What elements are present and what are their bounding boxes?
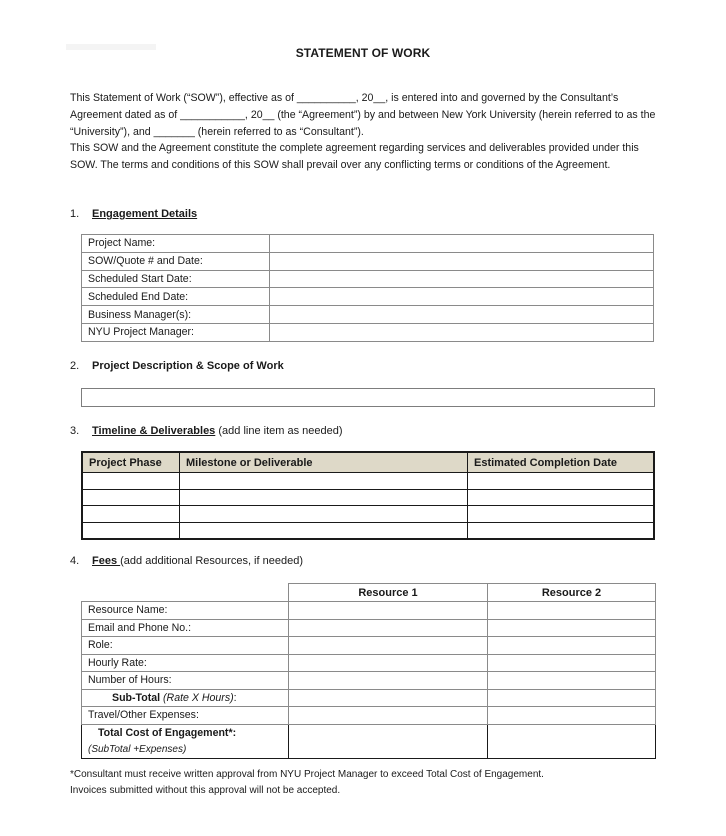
section-2-heading: [70, 360, 284, 372]
intro-paragraph-2: This SOW and the Agreement constitute the complete agreement regarding services and deliverables provided under this SOW. The terms and conditions of this SOW shall prevail over any conflicting terms or conditions of the Agreement.: [70, 142, 639, 172]
table-row: [82, 602, 656, 620]
field-value-cell[interactable]: [270, 270, 654, 288]
table-row: [82, 637, 656, 655]
table-cell[interactable]: [488, 707, 656, 725]
fee-label: Role:: [82, 637, 289, 655]
field-value-cell[interactable]: [270, 235, 654, 253]
table-row: [82, 506, 654, 523]
column-header-completion-date: Estimated Completion Date: [468, 452, 655, 473]
footnote: [70, 767, 670, 798]
table-cell[interactable]: [180, 522, 468, 539]
intro-paragraph-1: This Statement of Work (“SOW”), effective as of __________, 20__, is entered into and governed by the Consultant’s Agreement dated as of ___________, 20__ (the “Agreement”) by and between New York University (herein referred to as the “University”), and _______ (herein referred to as “Consultant”).: [70, 92, 656, 138]
table-cell[interactable]: [82, 506, 180, 523]
table-cell[interactable]: [468, 473, 655, 490]
field-label: Scheduled Start Date:: [82, 270, 270, 288]
table-cell[interactable]: [289, 602, 488, 620]
table-cell[interactable]: [289, 654, 488, 672]
table-row: [82, 473, 654, 490]
table-cell[interactable]: [82, 473, 180, 490]
section-number: 1.: [70, 208, 80, 220]
table-cell[interactable]: [289, 619, 488, 637]
column-header-project-phase: Project Phase: [82, 452, 180, 473]
fee-label: Email and Phone No.:: [82, 619, 289, 637]
section-note: (add line item as needed): [215, 425, 343, 437]
section-number: 3.: [70, 425, 80, 437]
total-label: [82, 724, 289, 758]
table-cell[interactable]: [488, 637, 656, 655]
subtotal-colon: :: [233, 691, 237, 704]
total-row: [82, 724, 656, 758]
table-cell[interactable]: [82, 522, 180, 539]
table-cell[interactable]: [488, 689, 656, 707]
table-row: [82, 619, 656, 637]
subtotal-note: (Rate X Hours): [163, 691, 234, 704]
table-cell[interactable]: [289, 672, 488, 690]
table-row: [82, 654, 656, 672]
field-value-cell[interactable]: [270, 323, 654, 341]
table-cell[interactable]: [488, 724, 656, 758]
field-label: NYU Project Manager:: [82, 323, 270, 341]
table-cell[interactable]: [289, 707, 488, 725]
travel-expenses-row: [82, 707, 656, 725]
total-title: Total Cost of Engagement*:: [98, 726, 237, 739]
field-value-cell[interactable]: [270, 306, 654, 324]
field-label: Scheduled End Date:: [82, 288, 270, 306]
table-cell[interactable]: [289, 637, 488, 655]
table-cell[interactable]: [82, 489, 180, 506]
table-cell[interactable]: [468, 506, 655, 523]
column-header-milestone: Milestone or Deliverable: [180, 452, 468, 473]
field-value-cell[interactable]: [270, 252, 654, 270]
subtotal-title: Sub-Total: [112, 691, 161, 704]
section-title: Fees: [92, 555, 121, 567]
footnote-line-2: Invoices submitted without this approval will not be accepted.: [70, 784, 341, 796]
table-cell[interactable]: [488, 619, 656, 637]
fee-label: Resource Name:: [82, 602, 289, 620]
table-cell[interactable]: [180, 489, 468, 506]
section-note: (add additional Resources, if needed): [120, 555, 303, 567]
table-cell[interactable]: [468, 522, 655, 539]
table-row: [82, 288, 654, 306]
table-cell[interactable]: [488, 602, 656, 620]
engagement-details-table: [81, 234, 654, 342]
table-row: [82, 270, 654, 288]
subtotal-label: [82, 689, 289, 707]
column-header-resource-1: Resource 1: [289, 584, 488, 602]
table-row: [82, 306, 654, 324]
field-value-cell[interactable]: [270, 288, 654, 306]
intro-text: [70, 90, 660, 174]
fee-label: Number of Hours:: [82, 672, 289, 690]
table-row: [82, 252, 654, 270]
table-header-row: [82, 452, 654, 473]
field-label: Business Manager(s):: [82, 306, 270, 324]
table-cell[interactable]: [468, 489, 655, 506]
section-title: Project Description & Scope of Work: [92, 360, 284, 372]
fees-table: [81, 583, 656, 759]
section-title: Engagement Details: [92, 208, 198, 220]
footnote-line-1: *Consultant must receive written approval from NYU Project Manager to exceed Total Cost of Engagement.: [70, 769, 544, 780]
field-label: SOW/Quote # and Date:: [82, 252, 270, 270]
table-cell[interactable]: [180, 506, 468, 523]
table-header-row: [82, 584, 656, 602]
field-label: Project Name:: [82, 235, 270, 253]
document-title: STATEMENT OF WORK: [295, 46, 431, 60]
section-1-heading: [70, 208, 197, 220]
section-3-heading: [70, 425, 343, 437]
table-row: [82, 323, 654, 341]
section-number: 2.: [70, 360, 80, 372]
fee-label: Hourly Rate:: [82, 654, 289, 672]
column-header-resource-2: Resource 2: [488, 584, 656, 602]
total-note: (SubTotal +Expenses): [88, 743, 187, 755]
table-row: [82, 672, 656, 690]
travel-label: Travel/Other Expenses:: [82, 707, 289, 725]
timeline-deliverables-table: [81, 451, 655, 540]
table-cell[interactable]: [488, 654, 656, 672]
section-title: Timeline & Deliverables: [92, 425, 216, 437]
table-cell[interactable]: [488, 672, 656, 690]
table-row: [82, 522, 654, 539]
section-number: 4.: [70, 555, 80, 567]
table-cell[interactable]: [289, 689, 488, 707]
table-cell[interactable]: [289, 724, 488, 758]
subtotal-row: [82, 689, 656, 707]
table-cell[interactable]: [180, 473, 468, 490]
table-row: [82, 235, 654, 253]
empty-header-cell: [82, 584, 289, 602]
section-4-heading: [70, 555, 303, 567]
table-row: [82, 489, 654, 506]
project-description-field[interactable]: [81, 388, 655, 407]
